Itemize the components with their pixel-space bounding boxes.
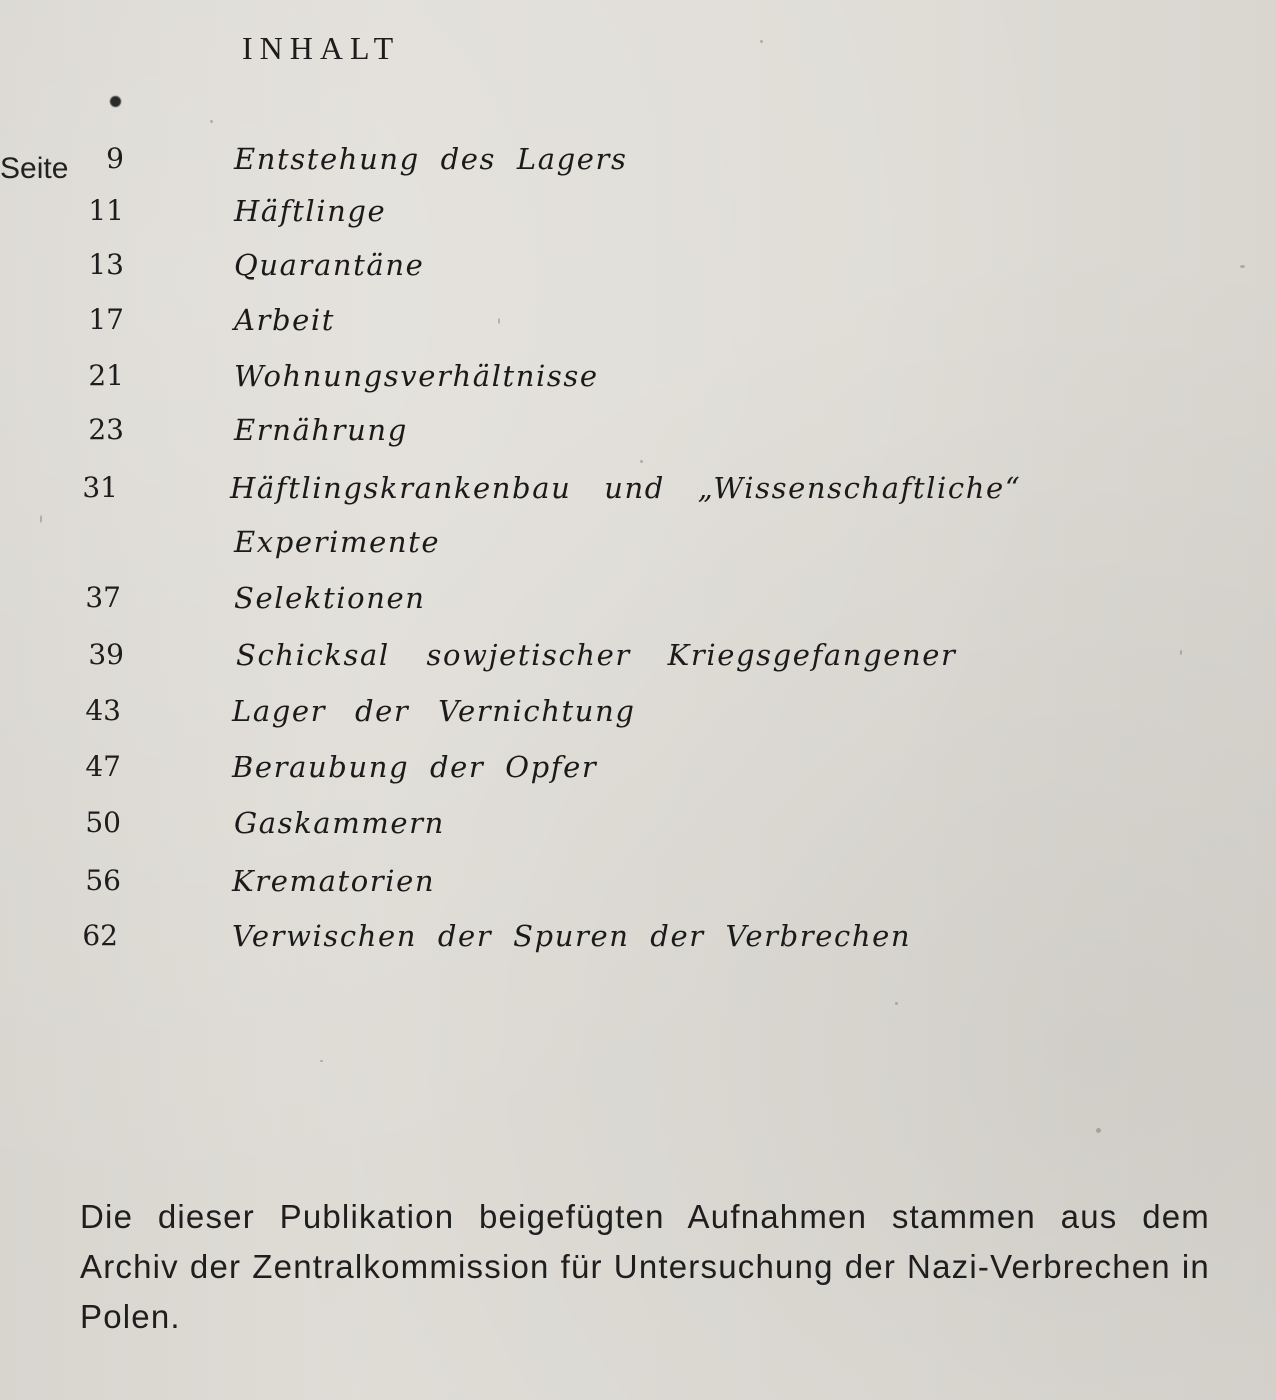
toc-chapter-title: Beraubung der Opfer	[232, 750, 598, 784]
toc-entry	[0, 919, 1276, 959]
toc-page-number: 17	[88, 303, 124, 336]
toc-entry	[0, 194, 1276, 234]
toc-chapter-title: Selektionen	[234, 581, 426, 615]
toc-entry	[0, 303, 1276, 343]
toc-entry	[0, 806, 1276, 846]
toc-page-number: 62	[82, 919, 118, 952]
toc-page-number: 50	[85, 806, 121, 839]
toc-chapter-title: Lager der Vernichtung	[232, 694, 636, 728]
toc-chapter-title: Schicksal sowjetischer Kriegsgefangener	[236, 638, 957, 672]
toc-chapter-title: Häftlingskrankenbau und „Wissenschaftliche“	[230, 471, 1022, 505]
toc-chapter-title: Wohnungsverhältnisse	[234, 359, 599, 393]
toc-chapter-title: Entstehung des Lagers	[234, 142, 628, 176]
toc-page-number: 13	[88, 248, 124, 281]
paper-speck	[640, 460, 643, 463]
toc-page-number: 21	[88, 359, 124, 392]
toc-page-number: 43	[85, 694, 121, 727]
paper-speck	[760, 40, 763, 43]
toc-page-number: 23	[88, 413, 124, 446]
paper-speck	[1240, 265, 1245, 268]
toc-chapter-title: Verwischen der Spuren der Verbrechen	[232, 919, 912, 953]
toc-entry	[0, 525, 1276, 565]
toc-page-number: 31	[82, 471, 118, 504]
paper-speck	[1180, 650, 1182, 655]
toc-entry	[0, 694, 1276, 734]
toc-entry	[0, 750, 1276, 790]
paper-speck	[1096, 1128, 1101, 1133]
photo-credit-note: Die dieser Publikation beigefügten Aufnahmen stammen aus dem Archiv der Zentralkommission für Untersuchung der Nazi-Verbrechen in Polen.	[80, 1198, 1210, 1335]
paper-speck	[40, 515, 42, 523]
toc-entry	[0, 248, 1276, 288]
toc-chapter-title: Quarantäne	[234, 248, 425, 282]
ink-dot	[110, 96, 121, 107]
page-title: INHALT	[242, 30, 401, 66]
paper-speck	[320, 1060, 323, 1062]
toc-chapter-title: Krematorien	[232, 864, 436, 898]
toc-entry	[0, 359, 1276, 399]
toc-page-number: 47	[85, 750, 121, 783]
paper-speck	[895, 1002, 898, 1005]
paper-speck	[210, 120, 213, 123]
toc-page-number: 39	[88, 638, 124, 671]
seite-label: Seite	[0, 152, 69, 185]
toc-chapter-title: Ernährung	[234, 413, 408, 447]
toc-page-number: 56	[85, 864, 121, 897]
toc-page-number: 11	[88, 194, 124, 227]
toc-page-number: 37	[85, 581, 121, 614]
toc-entry	[0, 471, 1276, 511]
toc-chapter-title: Gaskammern	[234, 806, 445, 840]
paper-speck	[498, 318, 500, 324]
toc-entry	[0, 142, 1276, 182]
toc-page-number: 9	[106, 142, 124, 175]
toc-chapter-title: Experimente	[234, 525, 441, 559]
toc-chapter-title: Arbeit	[234, 303, 336, 337]
toc-entry	[0, 638, 1276, 678]
toc-chapter-title: Häftlinge	[234, 194, 387, 228]
toc-entry	[0, 864, 1276, 904]
toc-entry	[0, 581, 1276, 621]
toc-entry	[0, 413, 1276, 453]
